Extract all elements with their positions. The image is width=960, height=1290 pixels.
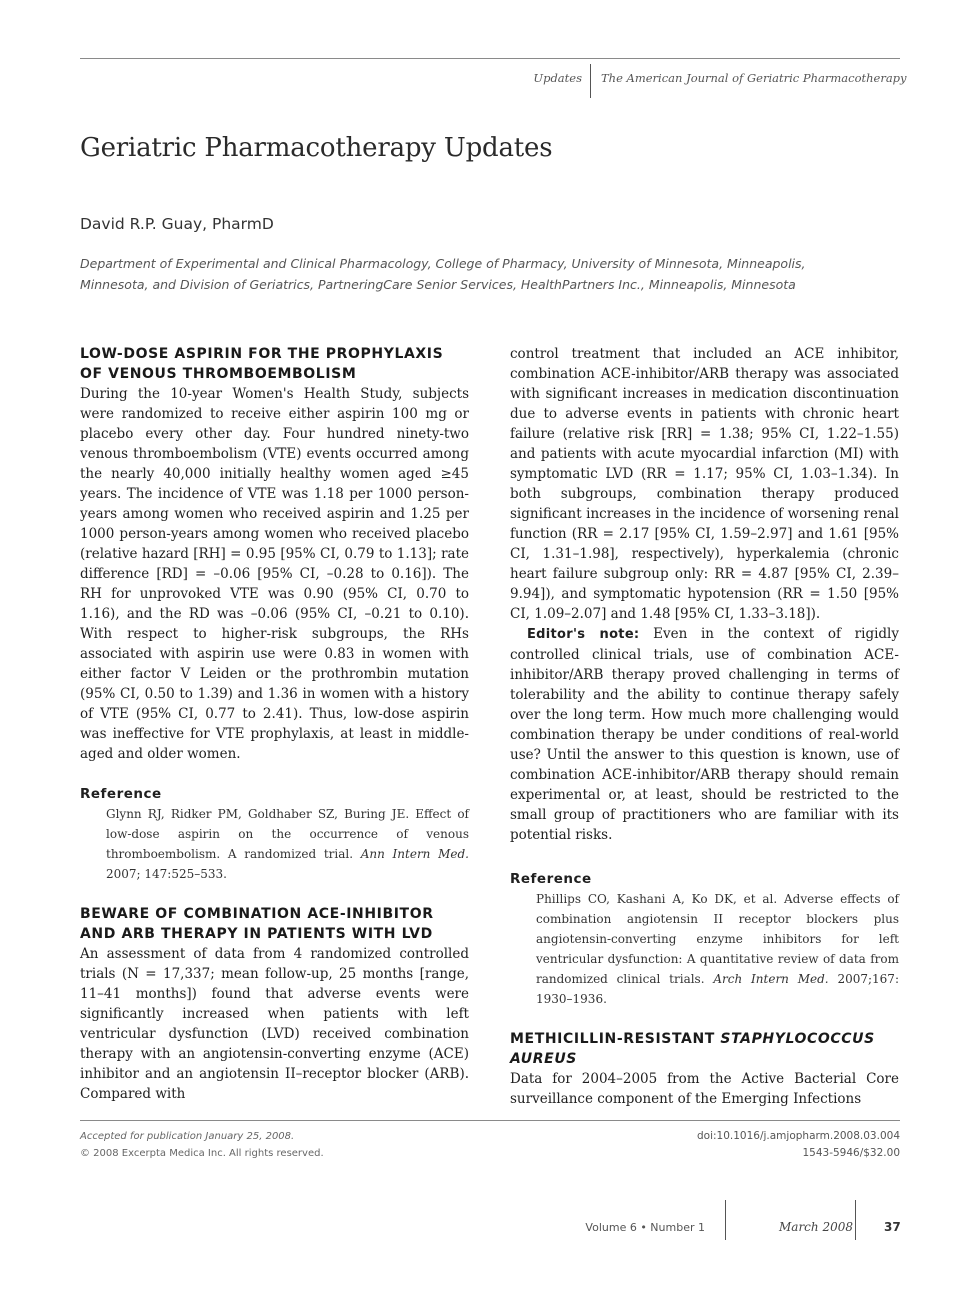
section-body-aspirin: During the 10-year Women's Health Study, subjects were randomized to receive either aspirin 100 mg or placebo every other day. Four hundred ninety-two venous thromboembolism (VTE) events occurred among the nearly 40,000 initially healthy women aged ≥45 years. The incidence of VTE was 1.18 per 1000 person-years among women who received aspirin and 1.25 per 1000 person-years among women who received placebo (relative hazard [RH] = 0.95 [95% CI, 0.79 to 1.13]; rate difference [RD] = –0.06 [95% CI, –0.28 to 0.16]). The RH for unprovoked VTE was 0.90 (95% CI, 0.70 to 1.16), and the RD was –0.06 (95% CI, –0.21 to 0.10). With respect to higher-risk subgroups, the RHs associated with aspirin use were 0.83 in women with either factor V Leiden or the prothrombin mutation (95% CI, 0.50 to 1.39) and 1.36 in women with a history of VTE (95% CI, 0.77 to 2.41). Thus, low-dose aspirin was ineffective for VTE prophylaxis, at least in middle-aged and older women. bbox=[80, 386, 469, 762]
doi: doi:10.1016/j.amjopharm.2008.03.004 bbox=[696, 1130, 900, 1142]
page-title: Geriatric Pharmacotherapy Updates bbox=[80, 133, 553, 163]
reference-aspirin: Glynn RJ, Ridker PM, Goldhaber SZ, Buring JE. Effect of low-dose aspirin on the occurrence of venous thromboembolism. A randomized trial. Ann Intern Med. 2007; 147:525–533. bbox=[106, 807, 469, 881]
top-rule bbox=[80, 58, 900, 59]
section-body-ace-arb-part1: An assessment of data from 4 randomized controlled trials (N = 17,337; mean follow-up, 25 months [range, 11–41 months]) found that adverse events were significantly increased when patients with left ventricular dysfunction (LVD) received combination therapy with an angiotensin-converting enzyme (ACE) inhibitor and an angiotensin II–receptor blocker (ARB). Compared with bbox=[80, 946, 469, 1102]
section-body-ace-arb-part2: control treatment that included an ACE inhibitor, combination ACE-inhibitor/ARB therapy was associated with significant increases in medication discontinuation due to adverse events in patients with chronic heart failure (relative risk [RR] = 1.38; 95% CI, 1.22–1.55) and patients with acute myocardial infarction (MI) with symptomatic LVD (RR = 1.17; 95% CI, 1.03–1.34). In both subgroups, combination therapy produced significant increases in the incidence of worsening renal function (RR = 2.17 [95% CI, 1.59–2.97] and 1.61 [95% CI, 1.31–1.98], respectively), hyperkalemia (chronic heart failure subgroup only: RR = 4.87 [95% CI, 2.39–9.94]), and symptomatic hypotension (RR = 1.50 [95% CI, 1.09–2.07] and 1.48 [95% CI, 1.33–3.18]). bbox=[510, 346, 899, 622]
page-number: 37 bbox=[884, 1220, 901, 1234]
editors-note: Editor's note: Even in the context of rigidly controlled clinical trials, use of combination ACE-inhibitor/ARB therapy proved challenging in terms of tolerability and the ability to continue therapy safely over the long term. How much more challenging would combination therapy be under conditions of real-world use? Until the answer to this question is known, use of combination ACE-inhibitor/ARB therapy should remain experimental or, at least, should be restricted to the small group of practitioners who are familiar with its potential risks. bbox=[510, 626, 899, 843]
editors-note-label: Editor's note: bbox=[527, 627, 640, 642]
footer-divider-2 bbox=[855, 1200, 856, 1240]
footer-left bbox=[80, 1128, 324, 1162]
section-body-mrsa: Data for 2004–2005 from the Active Bacterial Core surveillance component of the Emerging Infections bbox=[510, 1071, 899, 1107]
author-name: David R.P. Guay, PharmD bbox=[80, 215, 274, 233]
left-column bbox=[80, 344, 469, 1104]
right-column bbox=[510, 344, 899, 1109]
reference-heading: Reference bbox=[80, 786, 162, 802]
issue-date: March 2008 bbox=[779, 1220, 853, 1234]
volume-number: Volume 6 • Number 1 bbox=[585, 1221, 705, 1234]
author-affiliation: Department of Experimental and Clinical Pharmacology, College of Pharmacy, University of Minnesota, Minneapolis, Minnesota, and Division of Geriatrics, PartneringCare Senior Services, HealthPartners Inc., Minneapolis, Minnesota bbox=[80, 256, 806, 292]
footer-right bbox=[697, 1128, 900, 1162]
reference-ace-arb: Phillips CO, Kashani A, Ko DK, et al. Adverse effects of combination angiotensin II receptor blockers plus angiotensin-converting enzyme inhibitors for left ventricular dysfunction: A quantitative review of data from randomized clinical trials. Arch Intern Med. 2007;167: 1930–1936. bbox=[536, 892, 899, 1006]
running-head-journal: The American Journal of Geriatric Pharmacotherapy bbox=[601, 71, 907, 85]
issn: 1543-5946/$32.00 bbox=[802, 1147, 900, 1159]
footer-divider-1 bbox=[725, 1200, 726, 1240]
running-head-section: Updates bbox=[533, 71, 582, 85]
section-heading-ace-arb: BEWARE OF COMBINATION ACE-INHIBITOR AND ARB THERAPY IN PATIENTS WITH LVD bbox=[80, 906, 434, 942]
running-head-divider bbox=[590, 64, 591, 98]
section-heading-mrsa: METHICILLIN-RESISTANT STAPHYLOCOCCUS AUREUS bbox=[510, 1031, 875, 1067]
section-heading-aspirin: LOW-DOSE ASPIRIN FOR THE PROPHYLAXIS OF VENOUS THROMBOEMBOLISM bbox=[80, 346, 444, 382]
copyright: © 2008 Excerpta Medica Inc. All rights reserved. bbox=[80, 1148, 324, 1159]
accepted-date: Accepted for publication January 25, 2008. bbox=[80, 1131, 295, 1142]
footer-rule bbox=[80, 1120, 900, 1121]
reference-heading: Reference bbox=[510, 871, 592, 887]
